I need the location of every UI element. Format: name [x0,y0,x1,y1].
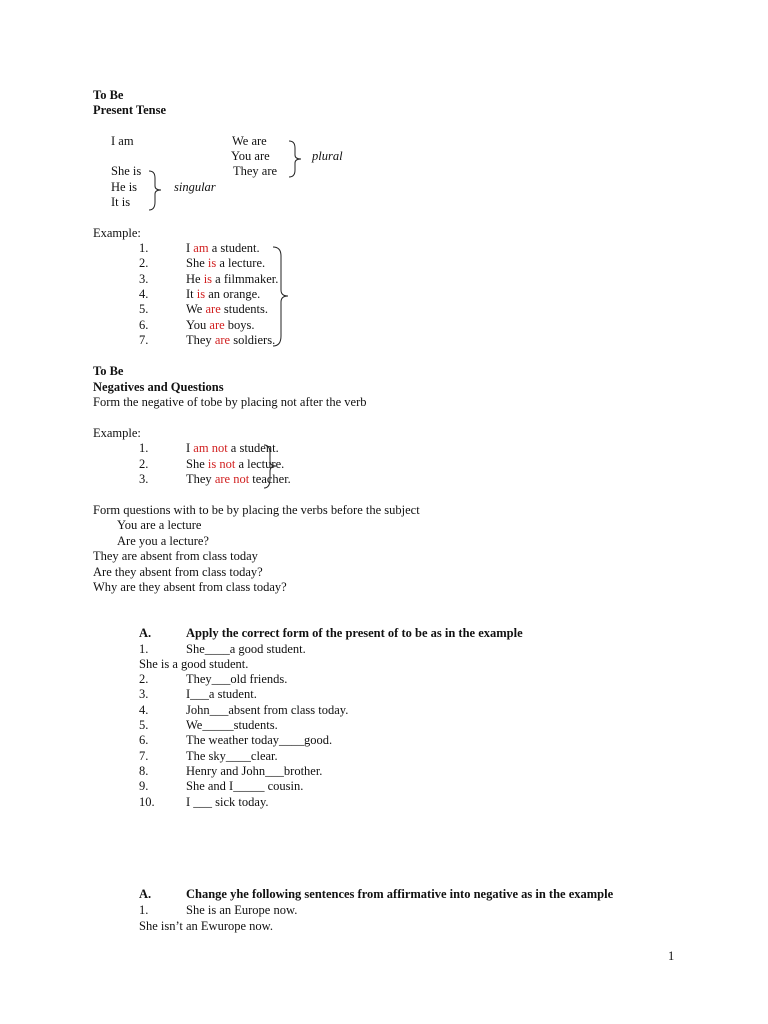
sentence-rest: a filmmaker. [212,271,279,286]
pronoun-it-is: It is [111,195,131,209]
section1-title: To Be [93,88,124,102]
exercise-item: I ___ sick today. [186,794,269,809]
example-sentence [186,318,255,333]
exercise-number: 10. [139,794,155,809]
exercise-b-example-answer: She isn’t an Ewurope now. [139,919,274,933]
example-sentence [186,256,265,271]
pronoun-we-are: We are [232,134,267,148]
list-number: 1. [139,241,149,255]
exercise-number: 4. [139,702,149,717]
sentence-rest: teacher. [249,472,291,486]
sentence-rest: soldiers. [230,332,276,347]
exercise-a-heading: Apply the correct form of the present of to be as in the example [186,626,523,640]
exercise-item: John___absent from class today. [186,702,349,717]
exercise-item: We_____students. [186,717,278,732]
exercise-item: The sky____clear. [186,748,278,763]
section2-title: To Be [93,364,124,378]
singular-label: singular [174,180,216,194]
exercise-b-heading: Change yhe following sentences from affirmative into negative as in the example [186,887,614,901]
list-number: 6. [139,317,149,332]
sentence-subject: She [186,456,208,471]
exercise-a-letter: A. [139,626,152,640]
sentence-subject: We [186,302,206,317]
question-line: They are absent from class today [93,549,258,563]
example-sentence [186,272,278,287]
example-label-1: Example: [93,226,141,240]
examples2-brace-icon [263,444,283,490]
verb-highlight: is [207,256,217,271]
exercise-a-example-answer: She is a good student. [139,657,249,671]
page-number: 1 [668,949,675,963]
sentence-subject: I [186,441,194,455]
plural-brace-icon [288,140,308,180]
question-line: You are a lecture [117,518,202,532]
examples1-brace-icon [272,246,296,348]
example-sentence [186,287,260,302]
plural-label: plural [312,149,343,163]
sentence-rest: a lecture. [216,256,266,271]
pronoun-they-are: They are [233,164,278,178]
sentence-rest: boys. [224,317,255,332]
question-line: Are you a lecture? [117,534,209,548]
list-number: 5. [139,302,149,317]
exercise-b-example-num: 1. [139,903,149,917]
list-number: 7. [139,332,149,347]
verb-highlight: is [196,286,206,301]
verb-negative-highlight: are not [214,472,250,486]
example-sentence [186,302,268,317]
example-sentence [186,333,275,348]
verb-highlight: am [193,241,209,255]
list-number: 2. [139,256,149,271]
exercise-item: I___a student. [186,687,257,702]
section1-subtitle: Present Tense [93,103,167,117]
sentence-rest: a student. [227,441,279,455]
sentence-rest: students. [220,302,268,317]
exercise-number: 3. [139,687,149,702]
list-number: 2. [139,456,149,471]
list-number: 4. [139,286,149,301]
exercise-number: 7. [139,748,149,763]
exercise-b-example-question: She is an Europe now. [186,903,298,917]
list-number: 1. [139,441,149,455]
exercise-number: 2. [139,672,149,686]
sentence-subject: It [186,286,197,301]
sentence-subject: She [186,256,208,271]
verb-negative-highlight: is not [207,456,236,471]
exercise-b-letter: A. [139,887,152,901]
section2-subtitle: Negatives and Questions [93,380,224,394]
pronoun-i-am: I am [111,134,134,148]
sentence-rest: an orange. [205,286,261,301]
sentence-subject: They [186,472,215,486]
pronoun-you-are: You are [231,149,270,163]
sentence-subject: He [186,271,204,286]
verb-highlight: are [209,317,225,332]
question-line: Are they absent from class today? [93,565,263,579]
exercise-item: Henry and John___brother. [186,763,323,778]
exercise-item: They___old friends. [186,672,288,686]
list-number: 3. [139,271,149,286]
list-number: 3. [139,472,149,486]
question-line: Why are they absent from class today? [93,580,287,594]
exercise-a-example-num: 1. [139,642,149,656]
verb-highlight: are [205,302,221,317]
verb-highlight: are [214,332,231,347]
sentence-rest: a student. [208,241,260,255]
pronoun-she-is: She is [111,164,142,178]
exercise-number: 5. [139,717,149,732]
verb-highlight: is [203,271,213,286]
exercise-number: 8. [139,763,149,778]
sentence-subject: They [186,332,215,347]
sentence-subject: I [186,241,194,255]
exercise-number: 6. [139,733,149,748]
pronoun-he-is: He is [111,180,138,194]
exercise-item: The weather today____good. [186,733,333,748]
negative-rule: Form the negative of tobe by placing not after the verb [93,395,367,409]
example-label-2: Example: [93,426,141,440]
sentence-rest: a lecture. [235,456,285,471]
sentence-subject: You [186,317,210,332]
exercise-item: She and I_____ cousin. [186,779,304,794]
exercise-number: 9. [139,779,149,794]
question-rule: Form questions with to be by placing the verbs before the subject [93,503,420,517]
exercise-a-example-question: She____a good student. [186,642,306,656]
singular-brace-icon [148,170,168,212]
verb-negative-highlight: am not [193,441,228,455]
example-sentence [186,241,260,256]
